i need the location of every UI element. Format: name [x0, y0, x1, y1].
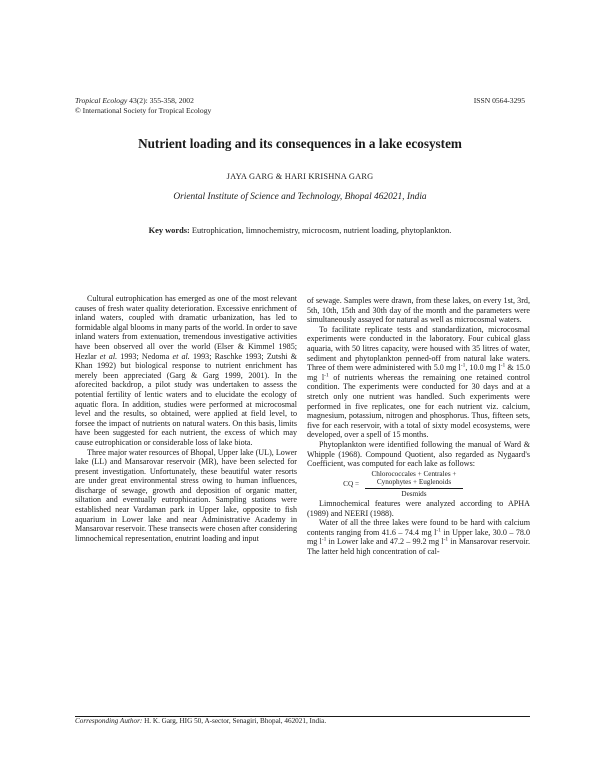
equation-fraction: [365, 470, 463, 498]
superscript: -1: [500, 362, 506, 369]
text-run: in Upper lake, 30.0 – 78.0 mg l: [307, 527, 531, 547]
keywords-label: Key words:: [148, 226, 190, 235]
right-paragraph-5: [307, 518, 530, 556]
right-column: [307, 296, 530, 556]
copyright-line: © International Society for Tropical Ecology: [75, 106, 212, 115]
journal-citation: [75, 96, 211, 116]
left-paragraph-1: [75, 294, 297, 448]
equation-lhs: CQ =: [343, 479, 359, 488]
issn: ISSN 0564-3295: [473, 96, 525, 105]
text-run: , 10.0 mg l: [465, 363, 501, 373]
superscript: -1: [443, 536, 449, 543]
text-run: Cultural eutrophication has emerged as one of the most relevant causes of fresh water quality deterioration. Excessive enrichment of inland waters, coupled with dramatic urbanization, has led to formidable algal blooms in many parts of the world. In order to save inland waters from extenuation, tremendous investigative activities have been observed all over the world (Elser & Kimmel 1985; Hezlar: [75, 294, 297, 361]
right-paragraph-2: [307, 325, 530, 440]
text-run-italic: et al.: [172, 351, 190, 361]
footnote-text: H. K. Garg, HIG 50, A-sector, Senagiri, Bhopal, 462021, India.: [142, 717, 327, 725]
equation-numerator-1: Chlorococcales + Centrales +: [371, 469, 457, 478]
text-run: 1993; Nedoma: [117, 351, 173, 361]
text-run-italic: et al.: [99, 351, 118, 361]
author-list: JAYA GARG & HARI KRISHNA GARG: [226, 172, 374, 181]
right-paragraph-4: Limnochemical features were analyzed according to APHA (1989) and NEERI (1988).: [307, 498, 530, 518]
volume-pages: 43(2): 355-358, 2002: [127, 96, 194, 105]
equation-denominator: Desmids: [401, 489, 427, 498]
text-run: 1993; Raschke 1993; Zutshi & Khan 1992) but biological response to nutrient enrichment has merely been appreciated (Garg & Garg 1999, 2001). In the aforecited backdrop, a pilot study was undertaken to assess the potential fertility of lentic waters and to elucidate the ecology of aquatic flora. In addition, studies were performed at microcosmal level and the results, so obtained, were applied at field level, to forsee the impact of nutrients on natural waters. On this basis, limits have been suggested for each nutrient, the excess of which may cause eutrophication or considerable loss of lake biota.: [75, 351, 297, 447]
journal-name: Tropical Ecology: [75, 96, 128, 105]
text-run: & 15.0 mg l: [307, 363, 530, 382]
superscript: -1: [324, 372, 329, 379]
text-run: To facilitate replicate tests and standardization, microcosmal experiments were conducted in the laboratory. Four cubical glass aquaria, with 50 litres capacity, were housed with 35 litres of water, sediment and phytoplankton penned-off from natural lake waters. Three of them were administered with 5.0 mg l: [307, 324, 530, 373]
text-run: in Lower lake and 47.2 – 99.2 mg l: [326, 537, 444, 547]
right-paragraph-3: Phytoplankton were identified following the manual of Ward & Whipple (1968). Compound Quotient, also regarded as Nygaard's Coefficient, was computed for each lake as follows:: [307, 439, 530, 469]
affiliation: Oriental Institute of Science and Technology, Bhopal 462021, India: [173, 192, 427, 202]
cq-equation: [307, 470, 530, 498]
keywords-text: Eutrophication, limnochemistry, microcosm, nutrient loading, phytoplankton.: [189, 226, 452, 235]
footnote-label: Corresponding Author:: [75, 717, 143, 725]
keywords: [0, 226, 600, 235]
text-run: of nutrients whereas the remaining one retained control condition. The experiments were conducted for 30 days and at a stretch only one nutrient was handled. Such experiments were performed in five replicates, one for each nutrient viz. calcium, magnesium, potassium, nitrogen and phosphorus. Thus, fifteen sets, five for each reservoir, with a total of sixty model ecosystems, were developed, over a spell of 15 months.: [307, 372, 530, 440]
paper-title: Nutrient loading and its consequences in a lake ecosystem: [138, 136, 462, 151]
text-run: in Mansarovar reservoir. The latter held high concentration of cal-: [307, 537, 530, 556]
superscript: -1: [460, 362, 466, 369]
fraction-bar: [365, 488, 463, 489]
left-column: [75, 294, 297, 543]
left-paragraph-2: Three major water resources of Bhopal, Upper lake (UL), Lower lake (LL) and Mansarovar reservoir (MR), have been selected for present investigation. Unfortunately, these beautiful water resorts are under great environmental stress owing to human influences, discharge of sewage, growth and deposition of organic matter, siltation and eventually eutrophication. Sampling stations were established near Vardaman park in Upper lake, opposite to fish aquarium in Lower lake and near Administrative Academy in Mansarovar reservoir. These transects were chosen after considering limnochemical representation, enutrint loading and input: [75, 447, 297, 543]
text-run: Water of all the three lakes were found to be hard with calcium contents ranging from 41.6 – 74.4 mg l: [307, 518, 530, 537]
superscript: -1: [436, 527, 442, 533]
corresponding-author-footnote: [75, 717, 326, 725]
right-paragraph-1: of sewage. Samples were drawn, from these lakes, on every 1st, 3rd, 5th, 10th, 15th and 30th day of the month and the parameters were simultaneously assayed for natural as well as microcosmal waters.: [307, 296, 530, 325]
superscript: -1: [321, 536, 327, 543]
equation-numerator-2: Cynophytes + Euglenoids: [376, 478, 452, 487]
